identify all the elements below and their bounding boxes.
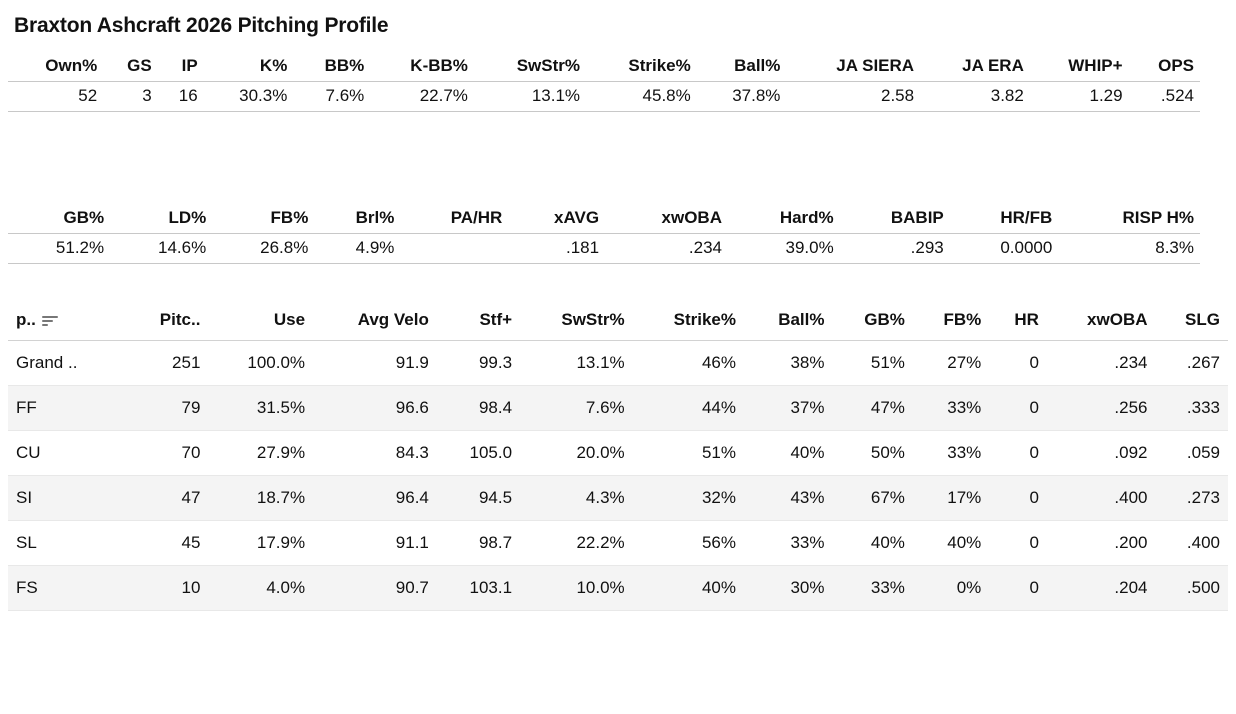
- batted-ball-section: [0, 204, 1236, 264]
- pitch-cell-ball: 38%: [744, 341, 832, 386]
- pitch-cell-xwoba: .256: [1047, 386, 1156, 431]
- pitch-cell-hr: 0: [989, 431, 1047, 476]
- pitch-header-9[interactable]: FB%: [913, 302, 989, 341]
- pitch-header-label: p..: [16, 310, 36, 329]
- summary-top-value-1: 3: [103, 82, 157, 112]
- pitch-cell-gb: 50%: [832, 431, 912, 476]
- page-title: Braxton Ashcraft 2026 Pitching Profile: [14, 14, 389, 37]
- pitch-header-1[interactable]: Pitc..: [128, 302, 208, 341]
- table-row[interactable]: [8, 431, 1228, 476]
- pitch-cell-pitches: 251: [128, 341, 208, 386]
- pitch-cell-xwoba: .204: [1047, 566, 1156, 611]
- pitch-cell-velo: 91.9: [313, 341, 437, 386]
- pitch-cell-slg: .059: [1156, 431, 1228, 476]
- table-row[interactable]: [8, 386, 1228, 431]
- pitch-cell-ball: 40%: [744, 431, 832, 476]
- pitch-cell-fb: 0%: [913, 566, 989, 611]
- summary-batted-header-9[interactable]: HR/FB: [950, 204, 1059, 234]
- pitch-cell-slg: .267: [1156, 341, 1228, 386]
- pitch-cell-fb: 33%: [913, 386, 989, 431]
- table-row[interactable]: [8, 341, 1228, 386]
- pitch-cell-xwoba: .200: [1047, 521, 1156, 566]
- summary-batted-value-9: 0.0000: [950, 234, 1059, 264]
- pitch-cell-use: 31.5%: [208, 386, 313, 431]
- summary-top-header-4[interactable]: BB%: [293, 52, 370, 82]
- summary-top-value-2: 16: [158, 82, 204, 112]
- pitch-header-8[interactable]: GB%: [832, 302, 912, 341]
- pitch-breakdown-section: [0, 302, 1236, 611]
- summary-batted-value-1: 14.6%: [110, 234, 212, 264]
- table-row[interactable]: [8, 566, 1228, 611]
- pitch-cell-stuff: 94.5: [437, 476, 520, 521]
- summary-batted-value-10: 8.3%: [1058, 234, 1200, 264]
- pitch-cell-swstr: 13.1%: [520, 341, 633, 386]
- section-spacer: [0, 112, 1236, 204]
- summary-batted-value-8: .293: [840, 234, 950, 264]
- summary-top-value-0: 52: [8, 82, 103, 112]
- pitch-cell-strike: 44%: [633, 386, 744, 431]
- pitch-cell-ball: 43%: [744, 476, 832, 521]
- pitch-cell-hr: 0: [989, 341, 1047, 386]
- pitch-cell-strike: 46%: [633, 341, 744, 386]
- pitch-cell-stuff: 105.0: [437, 431, 520, 476]
- summary-top-value-12: .524: [1129, 82, 1200, 112]
- pitch-header-5[interactable]: SwStr%: [520, 302, 633, 341]
- summary-batted-value-5: .181: [508, 234, 605, 264]
- pitch-cell-swstr: 10.0%: [520, 566, 633, 611]
- pitch-cell-pitch: FS: [8, 566, 128, 611]
- summary-batted-value-7: 39.0%: [728, 234, 840, 264]
- pitch-cell-strike: 40%: [633, 566, 744, 611]
- summary-batted-header-6[interactable]: xwOBA: [605, 204, 728, 234]
- summary-batted-header-1[interactable]: LD%: [110, 204, 212, 234]
- summary-top-value-10: 3.82: [920, 82, 1030, 112]
- summary-batted-value-3: 4.9%: [314, 234, 400, 264]
- pitch-cell-pitches: 45: [128, 521, 208, 566]
- summary-top-table: [8, 52, 1200, 112]
- pitch-cell-slg: .500: [1156, 566, 1228, 611]
- summary-top-header-11[interactable]: WHIP+: [1030, 52, 1129, 82]
- pitch-cell-stuff: 98.7: [437, 521, 520, 566]
- summary-top-header-10[interactable]: JA ERA: [920, 52, 1030, 82]
- pitch-cell-fb: 27%: [913, 341, 989, 386]
- pitch-cell-use: 27.9%: [208, 431, 313, 476]
- summary-top-value-5: 22.7%: [370, 82, 474, 112]
- pitch-cell-gb: 47%: [832, 386, 912, 431]
- summary-batted-header-7[interactable]: Hard%: [728, 204, 840, 234]
- pitch-cell-strike: 56%: [633, 521, 744, 566]
- pitch-cell-stuff: 103.1: [437, 566, 520, 611]
- pitch-cell-gb: 67%: [832, 476, 912, 521]
- summary-top-header-6[interactable]: SwStr%: [474, 52, 586, 82]
- pitch-cell-swstr: 4.3%: [520, 476, 633, 521]
- table-header-row: [8, 52, 1200, 82]
- pitch-cell-xwoba: .234: [1047, 341, 1156, 386]
- pitch-cell-slg: .333: [1156, 386, 1228, 431]
- pitch-cell-use: 100.0%: [208, 341, 313, 386]
- pitch-header-6[interactable]: Strike%: [633, 302, 744, 341]
- pitch-cell-strike: 32%: [633, 476, 744, 521]
- pitch-cell-hr: 0: [989, 386, 1047, 431]
- pitch-cell-fb: 33%: [913, 431, 989, 476]
- pitch-cell-use: 18.7%: [208, 476, 313, 521]
- summary-top-header-0[interactable]: Own%: [8, 52, 103, 82]
- summary-top-header-7[interactable]: Strike%: [586, 52, 697, 82]
- pitch-cell-velo: 84.3: [313, 431, 437, 476]
- pitch-cell-xwoba: .400: [1047, 476, 1156, 521]
- pitch-header-12[interactable]: SLG: [1156, 302, 1228, 341]
- summary-batted-header-0[interactable]: GB%: [8, 204, 110, 234]
- pitch-header-3[interactable]: Avg Velo: [313, 302, 437, 341]
- pitch-cell-strike: 51%: [633, 431, 744, 476]
- pitch-header-0[interactable]: [8, 302, 128, 341]
- pitch-cell-swstr: 20.0%: [520, 431, 633, 476]
- summary-top-header-9[interactable]: JA SIERA: [786, 52, 920, 82]
- pitch-cell-pitches: 79: [128, 386, 208, 431]
- pitch-cell-pitch: SI: [8, 476, 128, 521]
- summary-top-header-5[interactable]: K-BB%: [370, 52, 474, 82]
- pitch-cell-swstr: 22.2%: [520, 521, 633, 566]
- pitch-header-7[interactable]: Ball%: [744, 302, 832, 341]
- pitch-table-body: [8, 341, 1228, 611]
- summary-batted-header-4[interactable]: PA/HR: [400, 204, 508, 234]
- summary-top-header-12[interactable]: OPS: [1129, 52, 1200, 82]
- pitch-cell-use: 17.9%: [208, 521, 313, 566]
- pitch-cell-hr: 0: [989, 566, 1047, 611]
- pitch-cell-pitch: CU: [8, 431, 128, 476]
- summary-top-value-8: 37.8%: [697, 82, 787, 112]
- pitch-header-2[interactable]: Use: [208, 302, 313, 341]
- section-spacer: [0, 264, 1236, 302]
- pitch-cell-fb: 17%: [913, 476, 989, 521]
- summary-batted-table: [8, 204, 1200, 264]
- table-row[interactable]: [8, 521, 1228, 566]
- pitch-cell-gb: 40%: [832, 521, 912, 566]
- summary-batted-value-4: [400, 234, 508, 264]
- pitch-cell-velo: 90.7: [313, 566, 437, 611]
- pitch-cell-xwoba: .092: [1047, 431, 1156, 476]
- summary-batted-header-3[interactable]: Brl%: [314, 204, 400, 234]
- table-header-row: [8, 204, 1200, 234]
- summary-batted-header-2[interactable]: FB%: [212, 204, 314, 234]
- summary-top-value-11: 1.29: [1030, 82, 1129, 112]
- summary-batted-value-2: 26.8%: [212, 234, 314, 264]
- summary-batted-value-0: 51.2%: [8, 234, 110, 264]
- pitch-cell-slg: .400: [1156, 521, 1228, 566]
- pitch-cell-pitch: Grand ..: [8, 341, 128, 386]
- pitch-cell-ball: 30%: [744, 566, 832, 611]
- summary-top-value-9: 2.58: [786, 82, 920, 112]
- summary-batted-value-6: .234: [605, 234, 728, 264]
- pitch-table: [8, 302, 1228, 611]
- pitch-cell-ball: 37%: [744, 386, 832, 431]
- pitch-cell-velo: 96.4: [313, 476, 437, 521]
- pitch-cell-pitch: SL: [8, 521, 128, 566]
- pitch-cell-use: 4.0%: [208, 566, 313, 611]
- pitch-cell-stuff: 98.4: [437, 386, 520, 431]
- table-row: [8, 234, 1200, 264]
- pitch-cell-hr: 0: [989, 476, 1047, 521]
- table-row: [8, 82, 1200, 112]
- pitch-cell-gb: 51%: [832, 341, 912, 386]
- summary-batted-header-5[interactable]: xAVG: [508, 204, 605, 234]
- summary-top-value-3: 30.3%: [204, 82, 294, 112]
- pitch-cell-velo: 96.6: [313, 386, 437, 431]
- summary-top-header-2[interactable]: IP: [158, 52, 204, 82]
- pitch-cell-pitches: 10: [128, 566, 208, 611]
- table-row[interactable]: [8, 476, 1228, 521]
- pitch-cell-ball: 33%: [744, 521, 832, 566]
- summary-top-header-8[interactable]: Ball%: [697, 52, 787, 82]
- pitch-cell-slg: .273: [1156, 476, 1228, 521]
- pitch-cell-pitches: 70: [128, 431, 208, 476]
- sort-icon[interactable]: [42, 314, 58, 328]
- pitch-cell-pitch: FF: [8, 386, 128, 431]
- pitch-header-10[interactable]: HR: [989, 302, 1047, 341]
- summary-top-header-3[interactable]: K%: [204, 52, 294, 82]
- summary-top-value-6: 13.1%: [474, 82, 586, 112]
- summary-batted-header-10[interactable]: RISP H%: [1058, 204, 1200, 234]
- pitch-cell-swstr: 7.6%: [520, 386, 633, 431]
- summary-batted-header-8[interactable]: BABIP: [840, 204, 950, 234]
- table-header-row: [8, 302, 1228, 341]
- pitch-cell-pitches: 47: [128, 476, 208, 521]
- pitch-cell-fb: 40%: [913, 521, 989, 566]
- summary-top-header-1[interactable]: GS: [103, 52, 157, 82]
- pitch-cell-gb: 33%: [832, 566, 912, 611]
- pitch-header-4[interactable]: Stf+: [437, 302, 520, 341]
- summary-section: [0, 52, 1236, 112]
- summary-top-value-4: 7.6%: [293, 82, 370, 112]
- pitch-cell-velo: 91.1: [313, 521, 437, 566]
- pitch-header-11[interactable]: xwOBA: [1047, 302, 1156, 341]
- summary-top-value-7: 45.8%: [586, 82, 697, 112]
- pitch-cell-hr: 0: [989, 521, 1047, 566]
- pitch-cell-stuff: 99.3: [437, 341, 520, 386]
